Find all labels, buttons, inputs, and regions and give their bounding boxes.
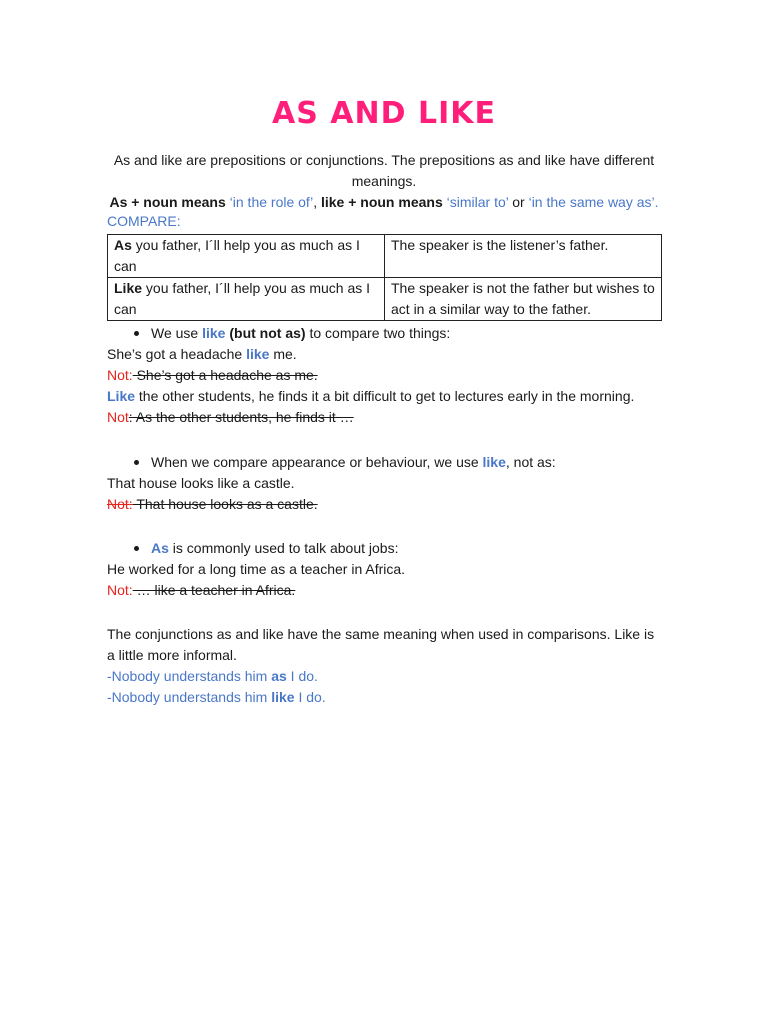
section-compare-things bbox=[107, 323, 667, 428]
section-jobs bbox=[107, 538, 667, 601]
not-line bbox=[107, 407, 667, 428]
keyword-like: Like bbox=[114, 280, 143, 296]
not-line bbox=[107, 365, 667, 386]
bullet-text: When we compare appearance or behaviour, we use bbox=[151, 454, 483, 470]
example-text: She’s got a headache bbox=[107, 346, 247, 362]
keyword-like: like bbox=[246, 346, 270, 362]
example-line bbox=[107, 344, 667, 365]
bullet-icon bbox=[134, 546, 139, 551]
table-row bbox=[108, 278, 662, 321]
period-text: . bbox=[654, 194, 659, 210]
example-line bbox=[107, 687, 662, 708]
comma-text: , bbox=[313, 194, 318, 210]
keyword-like: like bbox=[271, 689, 295, 705]
sentence-text: you father, I´ll help you as much as I can bbox=[114, 280, 371, 317]
sentence-text: you father, I´ll help you as much as I can bbox=[114, 237, 360, 274]
wrong-example: … like a teacher in Africa. bbox=[132, 582, 296, 598]
table-cell: The speaker is not the father but wishes to act in a similar way to the father. bbox=[385, 278, 662, 321]
like-noun-text: like + noun means bbox=[320, 194, 443, 210]
example-text: me. bbox=[269, 346, 297, 362]
table-cell bbox=[108, 278, 385, 321]
bold-text: (but not as) bbox=[225, 325, 306, 341]
not-label: Not: bbox=[107, 496, 133, 512]
example-line: He worked for a long time as a teacher in Africa. bbox=[107, 561, 406, 577]
section-appearance bbox=[107, 452, 667, 515]
not-label: Not: bbox=[107, 367, 133, 383]
bullet-text: to compare two things: bbox=[305, 325, 451, 341]
example-line bbox=[107, 386, 667, 407]
wrong-example: : As the other students, he finds it … bbox=[128, 409, 354, 425]
table-row bbox=[108, 235, 662, 278]
keyword-as: as bbox=[271, 668, 287, 684]
bullet-text: We use bbox=[151, 325, 203, 341]
or-text: or bbox=[512, 194, 525, 210]
wrong-example: She’s got a headache as me. bbox=[132, 367, 318, 383]
not-label: Not bbox=[107, 409, 129, 425]
example-text: -Nobody understands him bbox=[107, 668, 272, 684]
same-way-text: ‘in the same way as’ bbox=[528, 194, 655, 210]
example-line: That house looks like a castle. bbox=[107, 475, 295, 491]
compare-label: COMPARE: bbox=[107, 213, 181, 229]
section-conjunctions bbox=[107, 624, 662, 708]
role-of-text: ‘in the role of’ bbox=[229, 194, 314, 210]
table-cell bbox=[108, 235, 385, 278]
keyword-like: like bbox=[202, 325, 226, 341]
bullet-text: , not as: bbox=[505, 454, 556, 470]
bullet-icon bbox=[134, 460, 139, 465]
bullet-text: is commonly used to talk about jobs: bbox=[168, 540, 399, 556]
intro-paragraph bbox=[107, 150, 661, 213]
keyword-as: As bbox=[114, 237, 132, 253]
example-text: the other students, he finds it a bit difficult to get to lectures early in the morning. bbox=[135, 388, 635, 404]
example-line bbox=[107, 666, 662, 687]
wrong-example: That house looks as a castle. bbox=[132, 496, 318, 512]
page-title: AS AND LIKE bbox=[272, 96, 496, 131]
bullet-icon bbox=[134, 331, 139, 336]
conjunction-paragraph: The conjunctions as and like have the same meaning when used in comparisons. Like is a little more informal. bbox=[107, 626, 655, 663]
example-text: I do. bbox=[286, 668, 318, 684]
not-line bbox=[107, 580, 667, 601]
compare-table bbox=[107, 234, 662, 321]
not-label: Not: bbox=[107, 582, 133, 598]
as-noun-text: As + noun means bbox=[109, 194, 226, 210]
similar-to-text: ‘similar to’ bbox=[446, 194, 509, 210]
keyword-like: like bbox=[482, 454, 506, 470]
bullet-item bbox=[107, 323, 667, 344]
example-text: -Nobody understands him bbox=[107, 689, 272, 705]
table-cell: The speaker is the listener’s father. bbox=[385, 235, 662, 278]
example-text: I do. bbox=[294, 689, 326, 705]
bullet-item bbox=[107, 452, 667, 473]
intro-line-2 bbox=[107, 192, 661, 213]
keyword-like: Like bbox=[107, 388, 136, 404]
keyword-as: As bbox=[151, 540, 169, 556]
intro-line-1: As and like are prepositions or conjunctions. The prepositions as and like have different meanings. bbox=[113, 152, 655, 189]
not-line bbox=[107, 494, 667, 515]
bullet-item bbox=[107, 538, 667, 559]
